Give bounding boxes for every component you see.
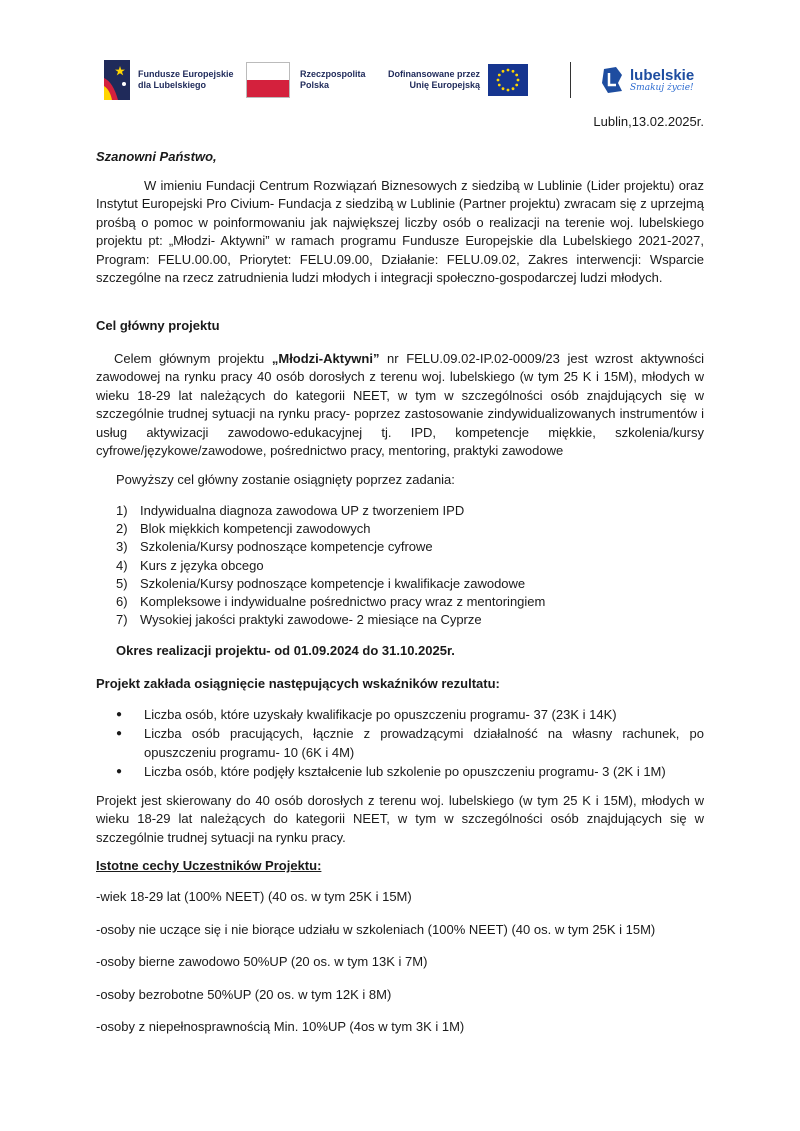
- logo-unia-europejska: [388, 58, 528, 102]
- indicators-heading: Projekt zakłada osiągnięcie następujących wskaźników rezultatu:: [96, 676, 500, 691]
- logo-rzeczpospolita-polska: [246, 58, 366, 102]
- feature-item: -osoby bierne zawodowo 50%UP (20 os. w tym 13K i 7M): [96, 954, 428, 969]
- task-label: Kompleksowe i indywidualne pośrednictwo pracy wraz z mentoringiem: [140, 594, 546, 610]
- task-number: 2): [116, 521, 128, 537]
- lubelskie-mark-icon: [600, 65, 626, 95]
- logo-lubelskie: [600, 58, 694, 102]
- fe-line-1: Fundusze Europejskie: [138, 69, 234, 79]
- task-label: Blok miękkich kompetencji zawodowych: [140, 521, 371, 537]
- feature-item: -osoby z niepełnosprawnością Min. 10%UP (4os w tym 3K i 1M): [96, 1019, 465, 1034]
- intro-paragraph: W imieniu Fundacji Centrum Rozwiązań Biznesowych z siedzibą w Lublinie (Lider projektu) oraz Instytut Europejski Pro Civium- Fundacja z siedzibą w Lublinie (Partner projektu) zwracam się z uprzejmą prośbą o pomoc w poinformowaniu jak największej liczby osób o realizacji na terenie woj. lubelskiego projektu pt: „Młodzi- Aktywni” w ramach programu Fundusze Europejskie dla Lubelskiego 2021-2027, Program: FELU.00.00, Priorytet: FELU.09.00, Działanie: FELU.09.02, Zakres interwencji: Wsparcie szczególne na rzecz zatrudnienia ludzi młodych i integracji społeczno-gospodarczej ludzi młodych.: [96, 178, 704, 286]
- tasks-intro: Powyższy cel główny zostanie osiągnięty poprzez zadania:: [116, 472, 455, 487]
- task-number: 1): [116, 503, 128, 518]
- ue-line-1: Dofinansowane przez: [388, 69, 481, 79]
- fe-flag-icon: [104, 60, 130, 100]
- logo-bar: [104, 58, 704, 102]
- bullet-icon: ●: [116, 728, 123, 740]
- task-number: 5): [116, 575, 128, 591]
- eu-flag-icon: [488, 64, 528, 96]
- ue-line-2: Unię Europejską: [409, 80, 481, 90]
- task-label: Szkolenia/Kursy podnoszące kompetencje i kwalifikacje zawodowe: [140, 575, 526, 591]
- lubelskie-name: lubelskie: [630, 66, 695, 84]
- feature-item: -osoby nie uczące się i nie biorące udziału w szkoleniach (100% NEET) (40 os. w tym 25K i 15M): [96, 922, 656, 937]
- feature-item: -osoby bezrobotne 50%UP (20 os. w tym 12K i 8M): [96, 987, 392, 1002]
- bullet-icon: ●: [116, 766, 123, 778]
- project-period: Okres realizacji projektu- od 01.09.2024 do 31.10.2025r.: [116, 643, 455, 658]
- letter-date: Lublin,13.02.2025r.: [593, 114, 704, 129]
- fe-line-2: dla Lubelskiego: [138, 80, 207, 90]
- indicator-text: Liczba osób pracujących, łącznie z prowadzącymi działalność na własny rachunek, po opuszczeniu programu- 10 (6K i 4M): [144, 726, 704, 760]
- greeting: Szanowni Państwo,: [96, 149, 217, 164]
- list-item: [116, 593, 545, 611]
- target-group-paragraph: Projekt jest skierowany do 40 osób dorosłych z terenu woj. lubelskiego (w tym 25 K i 15M), młodych w wieku 18-29 lat należących do kategorii NEET, w tym w szczególności osób znajdujących się w szczególnie trudnej sytuacji na rynku pracy.: [96, 793, 704, 845]
- indicator-text: Liczba osób, które podjęły kształcenie lub szkolenie po opuszczeniu programu- 3 (2K i 1M): [144, 764, 666, 780]
- rp-line-2: Polska: [300, 80, 330, 90]
- task-label: Wysokiej jakości praktyki zawodowe- 2 miesiące na Cyprze: [140, 612, 482, 628]
- logo-fundusze-europejskie: [104, 58, 234, 102]
- lubelskie-slogan: Smakuj życie!: [630, 82, 694, 93]
- logo-divider: [570, 62, 571, 98]
- list-item: [116, 575, 545, 593]
- list-item: [116, 611, 545, 629]
- indicator-text: Liczba osób, które uzyskały kwalifikacje po opuszczeniu programu- 37 (23K i 14K): [144, 707, 617, 722]
- rp-line-1: Rzeczpospolita: [300, 69, 366, 79]
- task-number: 4): [116, 557, 128, 573]
- task-label: Kurs z języka obcego: [140, 557, 264, 573]
- task-number: 6): [116, 594, 128, 610]
- list-item: [116, 557, 545, 575]
- goal-paragraph: [96, 350, 704, 460]
- bullet-icon: ●: [116, 709, 123, 720]
- feature-item: -wiek 18-29 lat (100% NEET) (40 os. w tym 25K i 15M): [96, 889, 412, 904]
- project-name: „Młodzi-Aktywni”: [271, 351, 380, 366]
- task-list: [116, 502, 545, 629]
- list-item: [116, 502, 545, 520]
- task-number: 7): [116, 612, 128, 628]
- goal-text-after: nr FELU.09.02-IP.02-0009/23 jest wzrost aktywności zawodowej na rynku pracy 40 osób dorosłych z terenu woj. lubelskiego (w tym 25 K i 15M), młodych w wieku 18-29 lat należących do kategorii NEET, w tym w szczególności osób znajdujących się w szczególnie trudnej sytuacji na rynku pracy- poprzez zastosowanie zindywidualizowanych instrumentów i usług aktywizacji zawodowo-edukacyjnej tj. IPD, kompetencje miękkie, szkolenia/kursy cyfrowe/językowe/zawodowe, pośrednictwo pracy, mentoring, praktyki zawodowe: [96, 351, 704, 459]
- list-item: [116, 706, 704, 724]
- list-item: [116, 763, 704, 781]
- list-item: [116, 725, 704, 762]
- list-item: [116, 538, 545, 556]
- list-item: [116, 520, 545, 538]
- task-number: 3): [116, 539, 128, 555]
- features-heading: Istotne cechy Uczestników Projektu:: [96, 858, 322, 873]
- task-label: Szkolenia/Kursy podnoszące kompetencje cyfrowe: [140, 539, 433, 555]
- indicator-list: [116, 706, 704, 783]
- goal-heading: Cel główny projektu: [96, 318, 220, 333]
- task-label: Indywidualna diagnoza zawodowa UP z tworzeniem IPD: [140, 503, 465, 518]
- goal-text-before: Celem głównym projektu: [114, 351, 272, 366]
- polish-flag-icon: [246, 62, 290, 98]
